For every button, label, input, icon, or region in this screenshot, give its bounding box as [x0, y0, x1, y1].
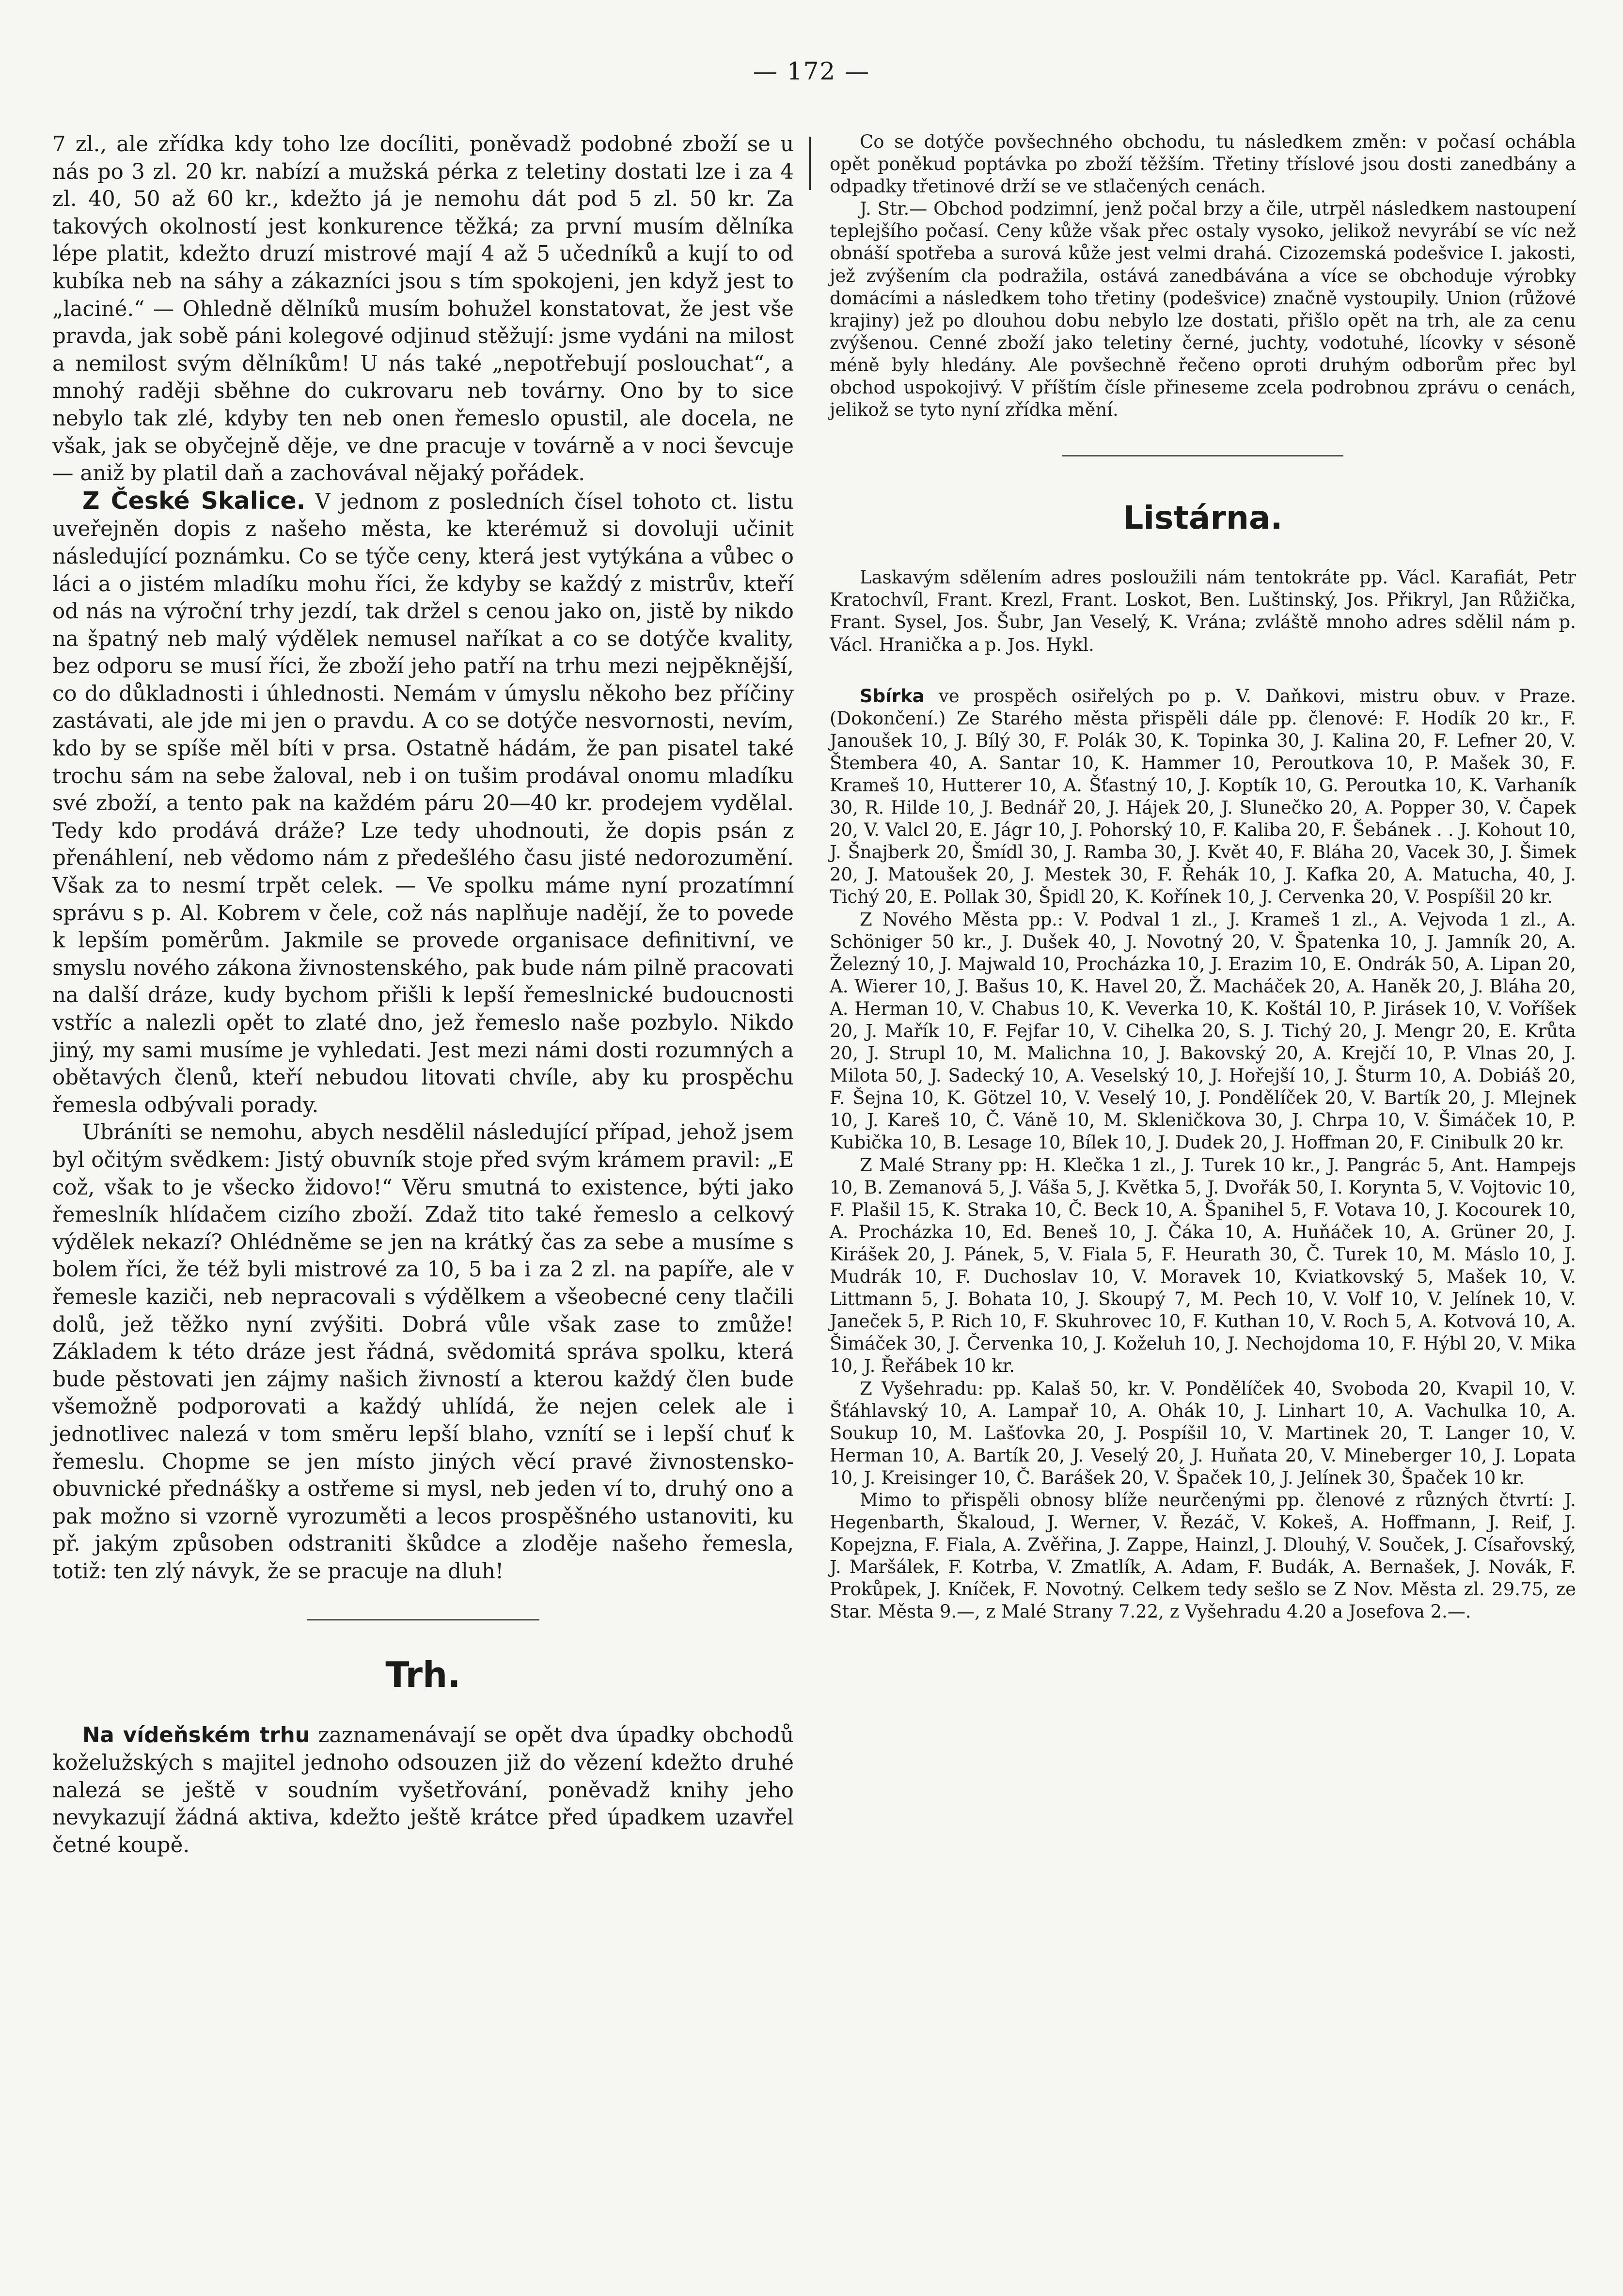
page-number: — 172 —	[753, 57, 870, 85]
sbirka-paragraph	[830, 685, 1576, 909]
listarna-heading: Listárna.	[1123, 499, 1283, 537]
opening-paragraph: 7 zl., ale zřídka kdy toho lze docíliti, poněvadž podobné zboží se u nás po 3 zl. 20 kr. nabízí a mužská pérka z teletiny dostati lze i za 4 zl. 40, 50 až 60 kr., kdežto já je nemohu dát pod 5 zl. 50 kr. Za takových okolností jest konkurence těžká; za první musím dělníka lépe platit, kdežto druzí mistrové mají 4 až 5 učedníků a kují to od kubíka neb na sáhy a zákazníci jsou s tím spokojeni, jen když jest to „laciné.“ — Ohledně dělníků musím bohužel konstatovat, že jest vše pravda, jak sobě páni kolegové odjinud stěžují: jsme vydáni na milost a nemilost svým dělníkům! U nás také „nepotřebují poslouchat“, a mnohý raději sběhne do cukrovaru neb továrny. Ono by to sice nebylo tak zlé, kdyby ten neb onen řemeslo opustil, ale docela, ne však, jak se obyčejně děje, ve dne pracuje v továrně a v noci ševcuje — aniž by platil daň a zachovával nějaký pořádek.	[52, 132, 794, 486]
trh-heading: Trh.	[385, 1654, 461, 1696]
listarna-paragraph: Laskavým sdělením adres posloužili nám tentokráte pp. Václ. Karafiát, Petr Kratochvíl, Frant. Krezl, Frant. Loskot, Ben. Luštinský, Jos. Přikryl, Jan Růžička, Frant. Sysel, Jos. Šubr, Jan Veselý, K. Vrána; zvláště mnoho adres sdělil nám p. Václ. Hranička a p. Jos. Hykl.	[830, 567, 1576, 655]
skalice-paragraph-2: Ubráníti se nemohu, abych nesdělil následující případ, jehož jsem byl očitým svědkem: Jistý obuvník stoje před svým krámem pravil: „E což, však to je všecko židovo!“ Věru smutná to existence, býti jako řemeslník hlídačem cizího zboží. Zdaž tito také řemeslo a celkový výdělek nekazí? Ohlédněme se jen na krátký čas za sebe a musíme s bolem říci, že též byli mistrové za 10, 5 ba i za 2 zl. na papíře, ale v řemesle kaziči, neb nepracovali s výdělkem a všeobecné ceny tlačili dolů, jež těžko nyní zvýšiti. Dobrá vůle však zase to zmůže! Základem k této dráze jest řádná, svědomitá správa spolku, která bude pěstovati jen zájmy našich živností a kterou každý člen bude všemožně podporovati a každý uhlídá, že nejen celek ale i jednotlivec nalezá v tom směru lepší blaho, vznítí se i lepší chuť k řemeslu. Chopme se jen místo jiných věcí pravé živnostensko-obuvnické přednášky a ostřeme si mysl, neb jeden ví to, druhý ono a pak možno si vzorně vyrozuměti a lecos prospěšného ustanoviti, ku př. jakým způsoben odstraniti škůdce a zloděje našeho řemesla, totiž: ten zlý návyk, že se pracuje na dluh!	[52, 1120, 794, 1584]
trh-lead: Na vídeňském trhu	[82, 1723, 310, 1748]
mala-strana-paragraph: Z Malé Strany pp: H. Klečka 1 zl., J. Turek 10 kr., J. Pangrác 5, Ant. Hampejs 10, B. Zemanová 5, J. Váša 5, J. Květka 5, J. Dvořák 50, I. Korynta 5, V. Vojtovic 10, F. Plašil 15, K. Straka 10, Č. Beck 10, A. Španihel 5, F. Votava 10, J. Kocourek 10, A. Procházka 10, Ed. Beneš 10, J. Čáka 10, A. Huňáček 10, A. Grüner 20, J. Kirášek 20, J. Pánek, 5, V. Fiala 5, F. Heurath 30, Č. Turek 10, M. Máslo 10, J. Mudrák 10, F. Duchoslav 10, V. Moravek 10, Kviatkovský 5, Mašek 10, V. Littmann 5, J. Bohata 10, J. Skoupý 7, M. Pech 10, V. Volf 10, V. Jelínek 10, V. Janeček 5, P. Rich 10, F. Skuhrovec 10, F. Kuthan 10, V. Roch 5, A. Kotvová 10, A. Šimáček 30, J. Červenka 10, J. Koželuh 10, J. Nechojdoma 10, F. Hýbl 20, V. Mika 10, J. Řeřábek 10 kr.	[830, 1154, 1576, 1377]
column-rule	[809, 137, 811, 190]
closing-paragraph: Mimo to přispěli obnosy blíže neurčenými pp. členové z různých čtvrtí: J. Hegenbarth, Škaloud, J. Werner, V. Řezáč, V. Kokeš, A. Hoffmann, J. Reif, J. Kopejzna, F. Fiala, A. Zvěřina, J. Zappe, Hainzl, J. Dlouhý, V. Souček, J. Císařovský, J. Maršálek, F. Kotrba, V. Zmatlík, A. Adam, F. Budák, A. Bernašek, J. Novák, F. Prokůpek, J. Kníček, F. Novotný. Celkem tedy sešlo se Z Nov. Města zl. 29.75, ze Star. Města 9.—, z Malé Strany 7.22, z Vyšehradu 4.20 a Josefova 2.—.	[830, 1489, 1576, 1622]
skalice-lead: Z České Skalice.	[82, 487, 306, 515]
sbirka-lead: Sbírka	[860, 685, 925, 707]
spacer	[830, 656, 1576, 685]
section-separator	[1062, 455, 1343, 456]
trh-paragraph	[52, 1722, 794, 1859]
market-paragraph: Co se dotýče povšechného obchodu, tu následkem změn: v počasí ochábla opět poněkud poptávka po zboží těžším. Třetiny tříslové jsou dosti zanedbány a odpadky třetinové drží se ve stlačených cenách.	[830, 131, 1576, 197]
skalice-text: V jednom z posledních čísel tohoto ct. listu uveřejněn dopis z našeho města, ke kterémuž si dovoluji učinit následující poznámku. Co se týče ceny, která jest vytýkána a vůbec o láci a o jistém mladíku mohu říci, že kdyby se každý z mistrův, kteří od nás na výroční trhy jezdí, tak držel s cenou jako on, jistě by nikdo na špatný neb malý výdělek nemusel naříkat a co se dotýče kvality, bez odporu se musí říci, že zboží jeho patří na trhu mezi nejpěknější, co do důkladnosti i úhlednosti. Nemám v úmyslu někoho bez příčiny zastávati, ale jde mi jen o pravdu. A co se dotýče nesvornosti, nevím, kdo by se spíše měl bíti v prsa. Ostatně hádám, že pan pisatel také trochu sám na sebe žaloval, neb i on tušim prodával onomu mladíku své zboží, a tento pak na každém páru 20—40 kr. prodejem vydělal. Tedy kdo prodává dráže? Lze tedy uhodnouti, že dopis psán z přenáhlení, neb vědomo nám z předešlého času jisté nedorozumění. Však za to nesmí trpět celek. — Ve spolku máme nyní prozatímní správu s p. Al. Kobrem v čele, což nás naplňuje nadějí, že to povede k lepším poměrům. Jakmile se provede organisace definitivní, ve smyslu nového zákona živnostenského, pak bude nám pilně pracovati na další dráze, kudy bychom přišli k lepší řemeslnické budoucnosti vstříc a nalezli opět to zlaté dno, jež řemeslo naše pozbylo. Nikdo jiný, my sami musíme je vyhledati. Jest mezi námi dosti rozumných a obětavých členů, kteří nebudou litovati chvíle, aby ku prospěchu řemesla odbývali porady.	[52, 489, 794, 1117]
sbirka-intro: ve prospěch osiřelých po p. V. Daňkovi, mistru obuv. v Praze. (Dokončení.) Ze Starého města přispěli dále pp. členové: F. Hodík 20 kr., F. Janoušek 10, J. Bílý 30, F. Polák 30, K. Topinka 30, J. Kalina 20, F. Lefner 20, V. Štembera 40, A. Santar 10, K. Hammer 10, Peroutkova 10, P. Mašek 30, F. Krameš 10, Hutterer 10, A. Šťastný 10, J. Koptík 10, G. Peroutka 10, K. Varhaník 30, R. Hilde 10, J. Bednář 20, J. Hájek 20, J. Slunečko 20, A. Popper 30, V. Čapek 20, V. Valcl 20, E. Jágr 10, J. Pohorský 10, F. Kaliba 20, F. Šebánek . . J. Kohout 10, J. Šnajberk 20, Šmídl 30, J. Ramba 30, J. Květ 40, F. Bláha 20, Vacek 30, J. Šimek 20, J. Matoušek 20, J. Mestek 30, F. Řehák 10, J. Kafka 20, A. Matucha, 40, J. Tichý 20, E. Pollak 30, Špidl 20, K. Kořínek 10, J. Cervenka 20, V. Pospíšil 20 kr.	[830, 685, 1576, 908]
market-paragraph-2: J. Str.— Obchod podzimní, jenž počal brzy a čile, utrpěl následkem nastoupení teplejšího počasí. Ceny kůže však přec ostaly vysoko, jelikož nevyrábí se víc než obnáší spotřeba a surová kůže jest velmi drahá. Cizozemská podešvice I. jakosti, jež zvýšením cla podražila, ostává zanedbávána a více se obchoduje výrobky domácími a následkem toho třetiny (podešvice) značně vystoupily. Union (růžové krajiny) jež po dlouhou dobu nebylo lze dostati, přišlo opět na trh, ale za cenu zvýšenou. Cenné zboží jako teletiny černé, juchty, vodotuhé, lícovky v sésoně méně byly hledány. Ale povšechně řečeno oproti druhým odborům přec byl obchod uspokojivý. V příštím čísle přineseme zcela podrobnou zprávu o cenách, jelikož se tyto nyní zřídka mění.	[830, 198, 1576, 421]
right-column	[830, 131, 1576, 1623]
trh-text: zaznamenávají se opět dva úpadky obchodů koželužských s majitel jednoho odsouzen již do vězení kdežto druhé nalezá se ještě v soudním vyšetřování, poněvadž knihy jeho nevykazují žádná aktiva, kdežto ještě krátce před úpadkem uzavřel četné koupě.	[52, 1723, 794, 1857]
nove-mesto-paragraph: Z Nového Města pp.: V. Podval 1 zl., J. Krameš 1 zl., A. Vejvoda 1 zl., A. Schöniger 50 kr., J. Dušek 40, J. Novotný 20, V. Špatenka 10, J. Jamník 20, A. Železný 10, J. Majwald 10, Procházka 10, J. Erazim 10, E. Ondrák 50, A. Lipan 20, A. Wierer 10, J. Bašus 10, K. Havel 20, Ž. Macháček 20, A. Haněk 20, J. Bláha 20, A. Herman 10, V. Chabus 10, K. Veverka 10, K. Koštál 10, P. Jirásek 10, V. Voříšek 20, J. Mařík 10, F. Fejfar 10, V. Cihelka 20, S. J. Tichý 20, J. Mengr 20, E. Krůta 20, J. Strupl 10, M. Malichna 10, J. Bakovský 20, A. Krejčí 10, P. Vlnas 20, J. Milota 50, J. Sadecký 10, A. Veselský 10, J. Hořejší 10, J. Šturm 10, A. Dobiáš 20, F. Šejna 10, K. Götzel 10, V. Veselý 10, J. Pondělíček 20, V. Bartík 20, J. Mlejnek 10, J. Kareš 10, Č. Váně 10, M. Skleničkova 30, J. Chrpa 10, V. Šimáček 10, P. Kubička 10, B. Lesage 10, Bílek 10, J. Dudek 20, J. Hoffman 20, F. Cinibulk 20 kr.	[830, 909, 1576, 1153]
section-separator	[307, 1619, 539, 1620]
skalice-paragraph	[52, 488, 794, 1119]
left-column	[52, 131, 794, 1859]
vysehrad-paragraph: Z Vyšehradu: pp. Kalaš 50, kr. V. Pondělíček 40, Svoboda 20, Kvapil 10, V. Šťáhlavský 10, A. Lampař 10, A. Ohák 10, J. Linhart 10, A. Vachulka 10, A. Soukup 10, M. Lašťovka 20, J. Pospíšil 10, V. Martinek 20, T. Langer 10, V. Herman 10, A. Bartík 20, J. Veselý 20, J. Huňata 20, V. Mineberger 10, J. Lopata 10, J. Kreisinger 10, Č. Barášek 20, V. Špaček 10, J. Jelínek 30, Špaček 10 kr.	[830, 1378, 1576, 1488]
